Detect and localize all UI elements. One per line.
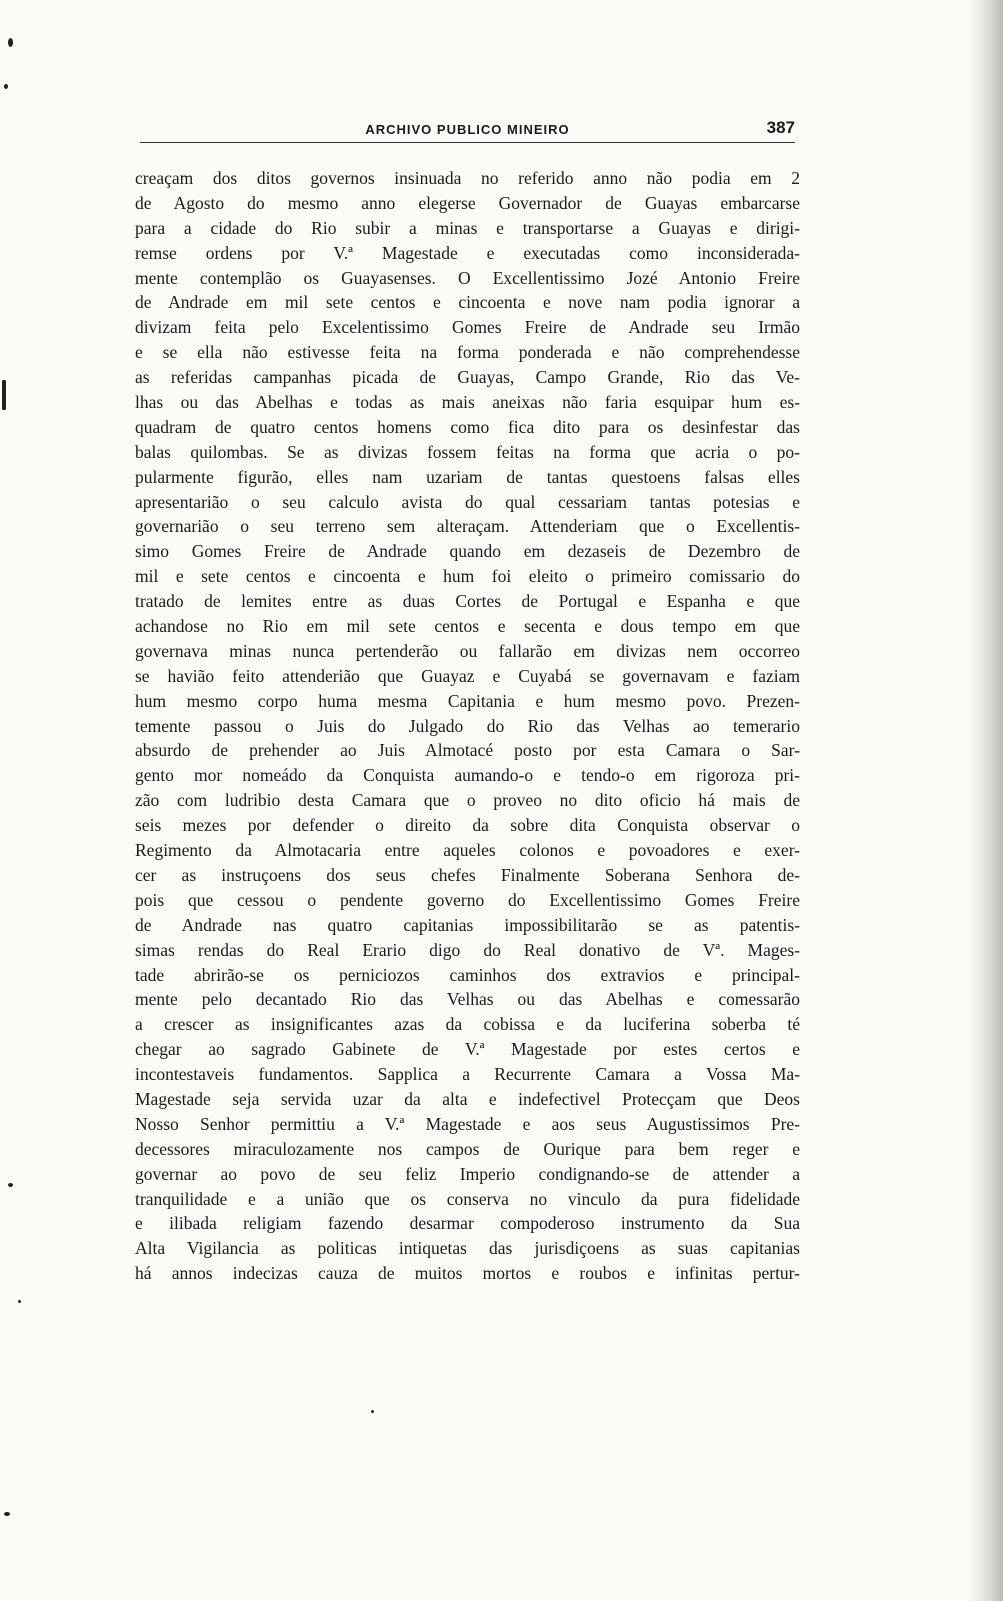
text-line: mil e sete centos e cincoenta e hum foi eleito o primeiro comissario do — [135, 566, 800, 587]
scan-speck — [4, 1512, 10, 1516]
scan-speck — [4, 84, 8, 89]
text-line: se havião feito attenderião que Guayaz e Cuyabá se governavam e faziam — [135, 665, 800, 686]
text-line: lhas ou das Abelhas e todas as mais aneixas não faria esquipar hum es- — [135, 392, 800, 413]
text-line: Magestade seja servida uzar da alta e indefectivel Protecçam que Deos — [135, 1088, 800, 1109]
text-line: pularmente figurão, elles nam uzariam de tantas questoens falsas elles — [135, 466, 800, 487]
text-line: chegar ao sagrado Gabinete de V.ª Magestade por estes certos e — [135, 1039, 800, 1060]
text-line: hum mesmo corpo huma mesma Capitania e hum mesmo povo. Prezen- — [135, 690, 800, 711]
scan-speck — [8, 38, 13, 47]
text-line: simas rendas do Real Erario digo do Real donativo de Vª. Mages- — [135, 939, 800, 960]
scan-speck — [18, 1300, 21, 1303]
text-line: simo Gomes Freire de Andrade quando em dezaseis de Dezembro de — [135, 541, 800, 562]
text-line: remse ordens por V.ª Magestade e executadas como inconsiderada- — [135, 242, 800, 263]
text-line: Alta Vigilancia as politicas intiquetas das jurisdiçoens as suas capitanias — [135, 1238, 800, 1259]
text-line: de Andrade em mil sete centos e cincoenta e nove nam podia ignorar a — [135, 292, 800, 313]
scan-speck — [2, 380, 6, 410]
text-line: as referidas campanhas picada de Guayas, Campo Grande, Rio das Ve- — [135, 367, 800, 388]
text-line: a crescer as insignificantes azas da cobissa e da luciferina soberba té — [135, 1014, 800, 1035]
text-line: mente pelo decantado Rio das Velhas ou das Abelhas e comessarão — [135, 989, 800, 1010]
text-line: tranquilidade e a união que os conserva no vinculo da pura fidelidade — [135, 1188, 800, 1209]
body-text — [135, 166, 800, 1286]
scan-speck — [8, 1183, 13, 1187]
text-line: há annos indecizas cauza de muitos mortos e roubos e infinitas pertur- — [135, 1263, 800, 1284]
text-line: de Andrade nas quatro capitanias impossibilitarão se as patentis- — [135, 914, 800, 935]
text-line: governava minas nunca pertenderão ou fallarão em divizas nem occorreo — [135, 640, 800, 661]
text-line: cer as instruçoens dos seus chefes Finalmente Soberana Senhora de- — [135, 864, 800, 885]
text-line: Nosso Senhor permittiu a V.ª Magestade e aos seus Augustissimos Pre- — [135, 1113, 800, 1134]
text-line: creaçam dos ditos governos insinuada no referido anno não podia em 2 — [135, 168, 800, 188]
page-header — [140, 120, 795, 143]
text-line: temente passou o Juis do Julgado do Rio das Velhas ao temerario — [135, 715, 800, 736]
text-line: governarião o seu terreno sem alteraçam. Attenderiam que o Excellentis- — [135, 516, 800, 537]
text-line: tade abrirão-se os perniciozos caminhos dos extravios e principal- — [135, 964, 800, 985]
text-line: decessores miraculozamente nos campos de Ourique para bem reger e — [135, 1138, 800, 1159]
text-line: tratado de lemites entre as duas Cortes de Portugal e Espanha e que — [135, 591, 800, 612]
text-line: achandose no Rio em mil sete centos e secenta e dous tempo em que — [135, 616, 800, 637]
text-line: de Agosto do mesmo anno elegerse Governador de Guayas embarcarse — [135, 192, 800, 213]
text-line: absurdo de prehender ao Juis Almotacé posto por esta Camara o Sar- — [135, 740, 800, 761]
text-line: pois que cessou o pendente governo do Excellentissimo Gomes Freire — [135, 889, 800, 910]
text-line: Regimento da Almotacaria entre aqueles colonos e povoadores e exer- — [135, 840, 800, 861]
text-line: e ilibada religiam fazendo desarmar compoderoso instrumento da Sua — [135, 1213, 800, 1234]
page-number: 387 — [766, 118, 795, 137]
running-title: ARCHIVO PUBLICO MINEIRO — [365, 122, 570, 137]
text-line: incontestaveis fundamentos. Sapplica a Recurrente Camara a Vossa Ma- — [135, 1064, 800, 1085]
text-line: balas quilombas. Se as divizas fossem feitas na forma que acria o po- — [135, 441, 800, 462]
text-line: divizam feita pelo Excelentissimo Gomes Freire de Andrade seu Irmão — [135, 317, 800, 338]
text-line: zão com ludribio desta Camara que o proveo no dito oficio há mais de — [135, 790, 800, 811]
scan-speck — [371, 1410, 374, 1413]
text-line: e se ella não estivesse feita na forma ponderada e não comprehendesse — [135, 342, 800, 363]
text-line: governar ao povo de seu feliz Imperio condignando-se de attender a — [135, 1163, 800, 1184]
text-line: apresentarião o seu calculo avista do qual cessariam tantas potesias e — [135, 491, 800, 512]
text-line: gento mor nomeádo da Conquista aumando-o e tendo-o em rigoroza pri- — [135, 765, 800, 786]
text-line: seis mezes por defender o direito da sobre dita Conquista observar o — [135, 815, 800, 836]
text-line: quadram de quatro centos homens como fica dito para os desinfestar das — [135, 416, 800, 437]
scan-edge-shadow — [969, 0, 1003, 1601]
text-line: para a cidade do Rio subir a minas e transportarse a Guayas e dirigi- — [135, 217, 800, 238]
text-line: mente contemplão os Guayasenses. O Excellentissimo Jozé Antonio Freire — [135, 267, 800, 288]
